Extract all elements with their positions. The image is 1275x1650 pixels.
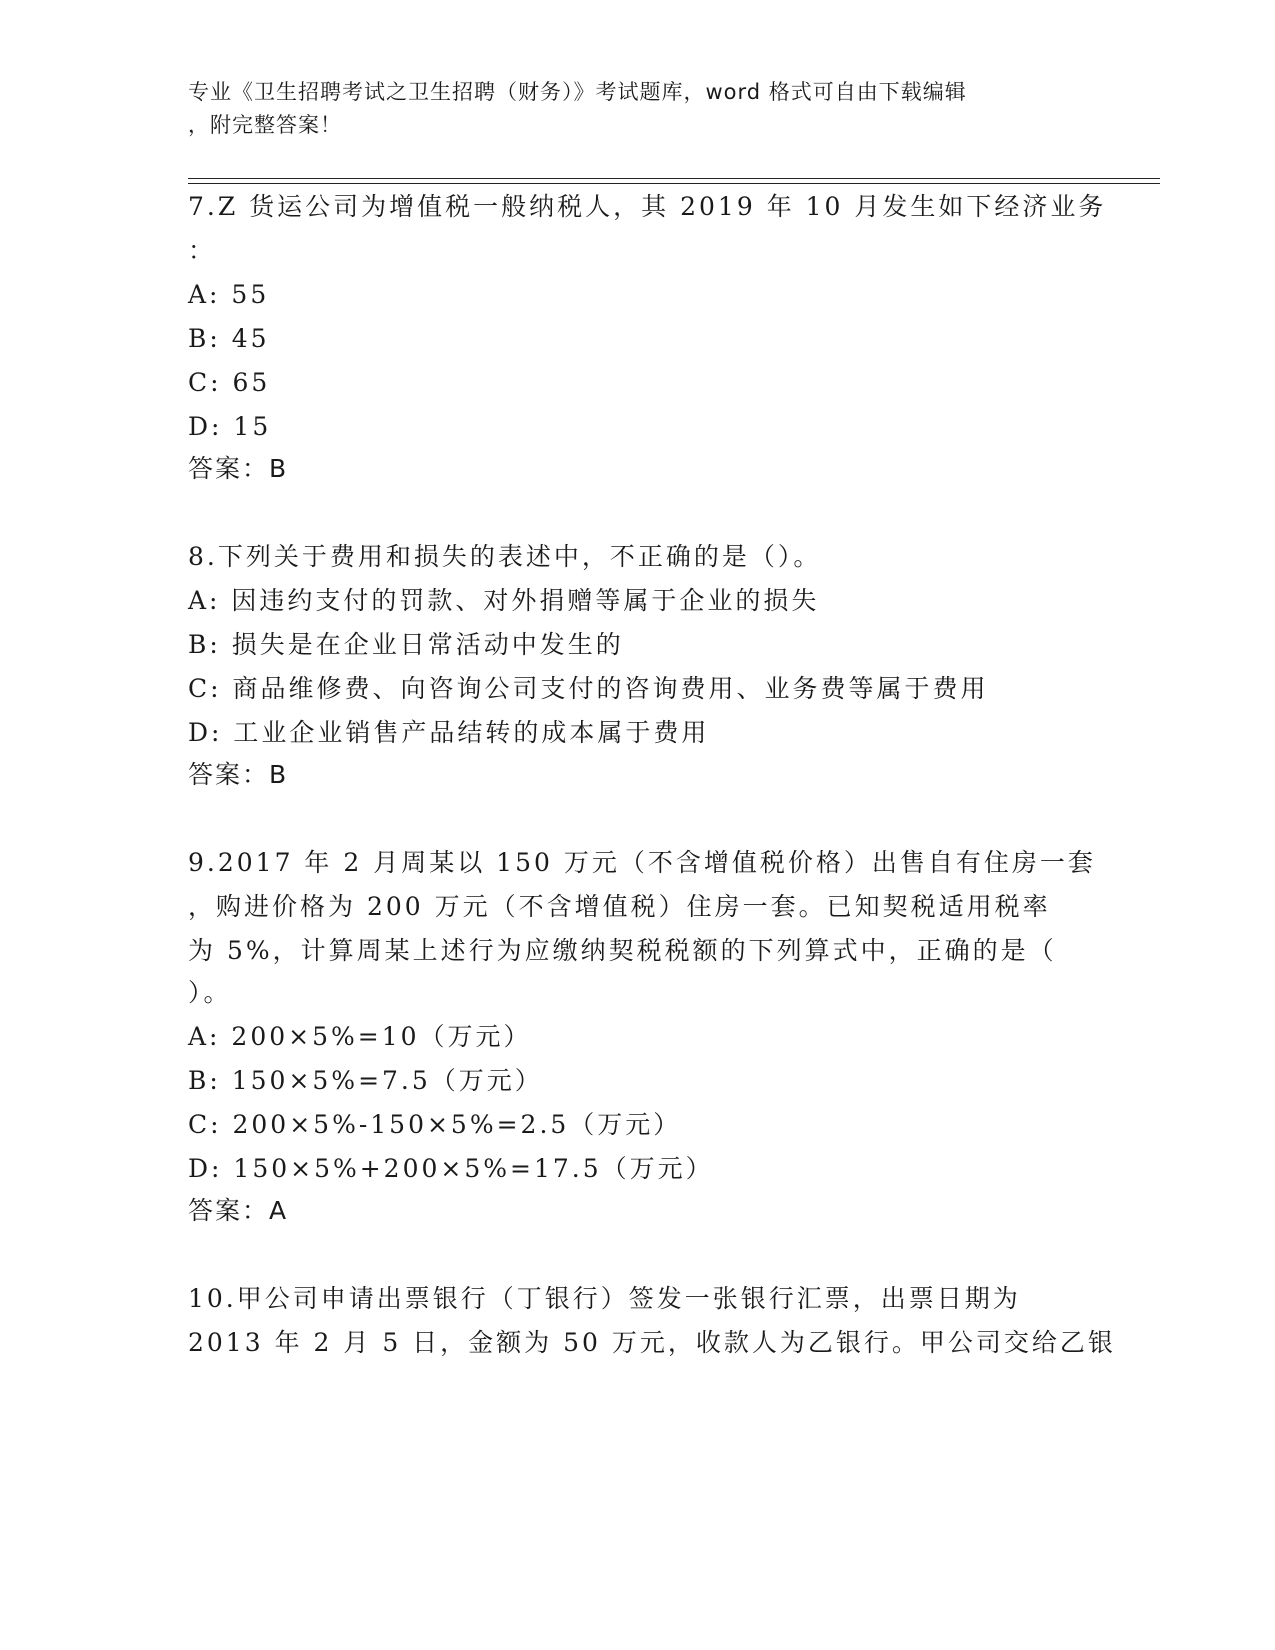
question-8-option-d: D: 工业企业销售产品结转的成本属于费用 — [188, 718, 710, 747]
question-8-stem-line-1: 8.下列关于费用和损失的表述中，不正确的是（）。 — [188, 542, 822, 571]
question-10-stem-line-1: 10.甲公司申请出票银行（丁银行）签发一张银行汇票，出票日期为 — [188, 1284, 1021, 1313]
question-7-option-b: B: 45 — [188, 324, 270, 353]
question-8-answer: 答案：B — [188, 760, 289, 789]
question-7-option-c: C: 65 — [188, 368, 271, 397]
question-9-stem-line-1: 9.2017 年 2 月周某以 150 万元（不含增值税价格）出售自有住房一套 — [188, 848, 1096, 877]
question-7-stem-line-1: 7.Z 货运公司为增值税一般纳税人，其 2019 年 10 月发生如下经济业务 — [188, 192, 1107, 221]
header-divider-bottom — [188, 183, 1160, 184]
header-line-2: ，附完整答案！ — [188, 113, 342, 137]
question-9-answer: 答案：A — [188, 1196, 289, 1225]
question-9-stem-line-4: ）。 — [188, 978, 232, 1007]
question-9-stem-line-2: ，购进价格为 200 万元（不含增值税）住房一套。已知契税适用税率 — [188, 892, 1051, 921]
question-7-answer: 答案：B — [188, 454, 289, 483]
question-9-option-b: B: 150×5%=7.5（万元） — [188, 1066, 543, 1095]
header-line-1: 专业《卫生招聘考试之卫生招聘（财务）》考试题库，word 格式可自由下载编辑 — [188, 80, 967, 104]
document-header — [188, 76, 1068, 142]
question-7-option-a: A: 55 — [188, 280, 270, 309]
question-8-option-b: B: 损失是在企业日常活动中发生的 — [188, 630, 624, 659]
question-7-stem-line-2: ： — [188, 236, 217, 265]
header-divider-top — [188, 178, 1160, 179]
question-7-option-d: D: 15 — [188, 412, 272, 441]
question-8-option-a: A: 因违约支付的罚款、对外捐赠等属于企业的损失 — [188, 586, 820, 615]
question-9-option-c: C: 200×5%-150×5%=2.5（万元） — [188, 1110, 682, 1139]
question-8-option-c: C: 商品维修费、向咨询公司支付的咨询费用、业务费等属于费用 — [188, 674, 989, 703]
question-9-option-d: D: 150×5%+200×5%=17.5（万元） — [188, 1154, 714, 1183]
question-9-option-a: A: 200×5%=10（万元） — [188, 1022, 532, 1051]
question-9-stem-line-3: 为 5%，计算周某上述行为应缴纳契税税额的下列算式中，正确的是（ — [188, 936, 1057, 965]
question-10-stem-line-2: 2013 年 2 月 5 日，金额为 50 万元，收款人为乙银行。甲公司交给乙银 — [188, 1328, 1116, 1357]
